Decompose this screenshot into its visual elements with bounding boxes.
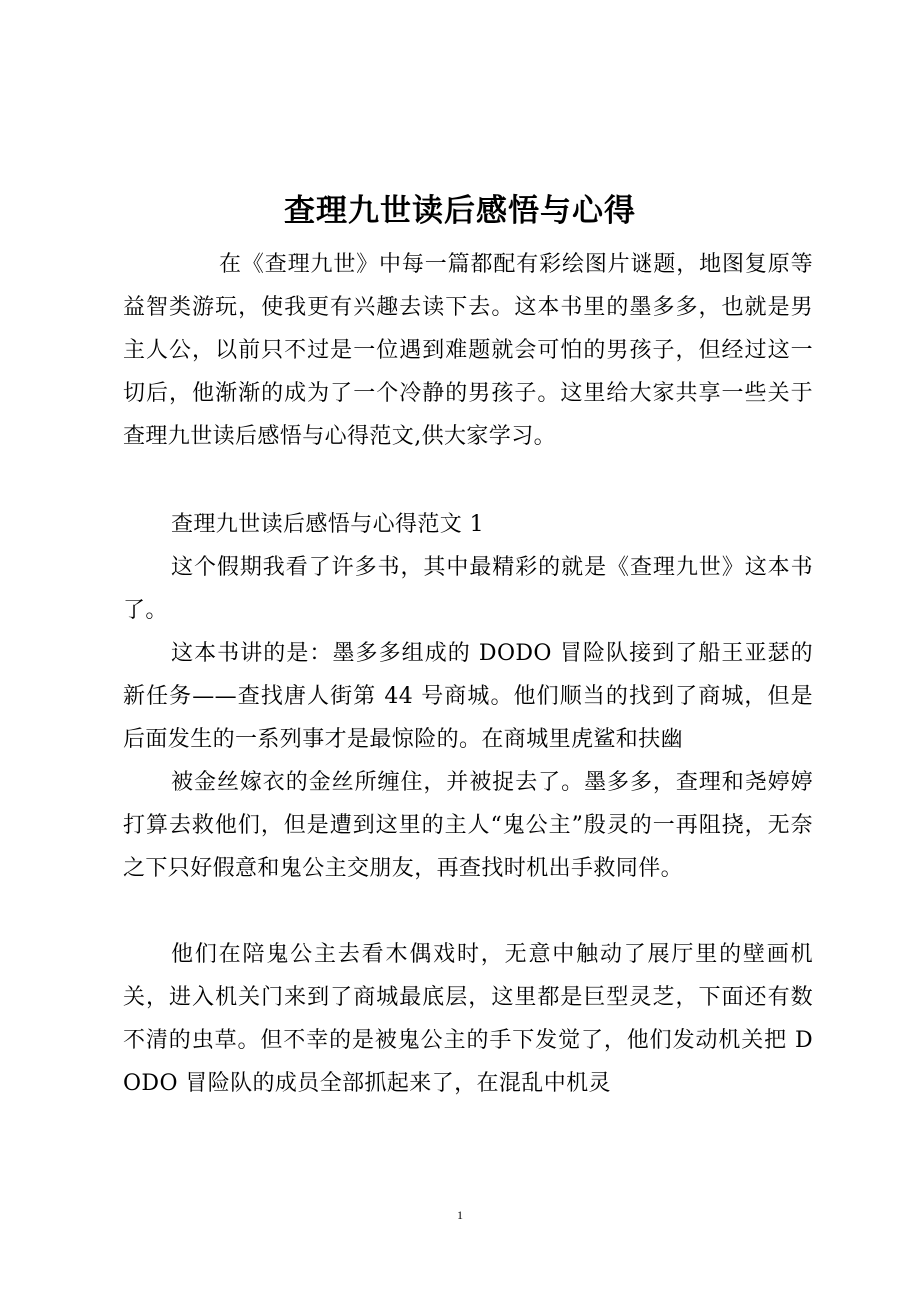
body-paragraph-1: 这个假期我看了许多书，其中最精彩的就是《查理九世》这本书了。 [123, 555, 813, 623]
body-paragraph-4: 他们在陪鬼公主去看木偶戏时，无意中触动了展厅里的壁画机关，进入机关门来到了商城最底层，这里都是巨型灵芝，下面还有数不清的虫草。但不幸的是被鬼公主的手下发觉了，他们发动机关把 DODO 冒险队的成员全部抓起来了，在混乱中机灵 [123, 942, 813, 1096]
section-heading: 查理九世读后感悟与心得范文 1 [171, 512, 484, 537]
document-title: 查理九世读后感悟与心得 [284, 192, 636, 229]
page-number: 1 [457, 1208, 463, 1222]
essay-section [123, 503, 813, 1105]
body-paragraph-3: 被金丝嫁衣的金丝所缠住，并被捉去了。墨多多，查理和尧婷婷打算去救他们，但是遭到这里的主人“鬼公主”殷灵的一再阻挠，无奈之下只好假意和鬼公主交朋友，再查找时机出手救同伴。 [123, 770, 813, 881]
intro-section [123, 243, 813, 458]
intro-paragraph: 在《查理九世》中每一篇都配有彩绘图片谜题，地图复原等益智类游玩，使我更有兴趣去读下去。这本书里的墨多多，也就是男主人公，以前只不过是一位遇到难题就会可怕的男孩子，但经过这一切后，他渐渐的成为了一个冷静的男孩子。这里给大家共享一些关于查理九世读后感悟与心得范文,供大家学习。 [123, 252, 813, 449]
paragraph-gap [123, 890, 813, 933]
body-paragraph-2: 这本书讲的是：墨多多组成的 DODO 冒险队接到了船王亚瑟的新任务——查找唐人街第 44 号商城。他们顺当的找到了商城，但是后面发生的一系列事才是最惊险的。在商城里虎鲨和扶幽 [123, 641, 813, 752]
